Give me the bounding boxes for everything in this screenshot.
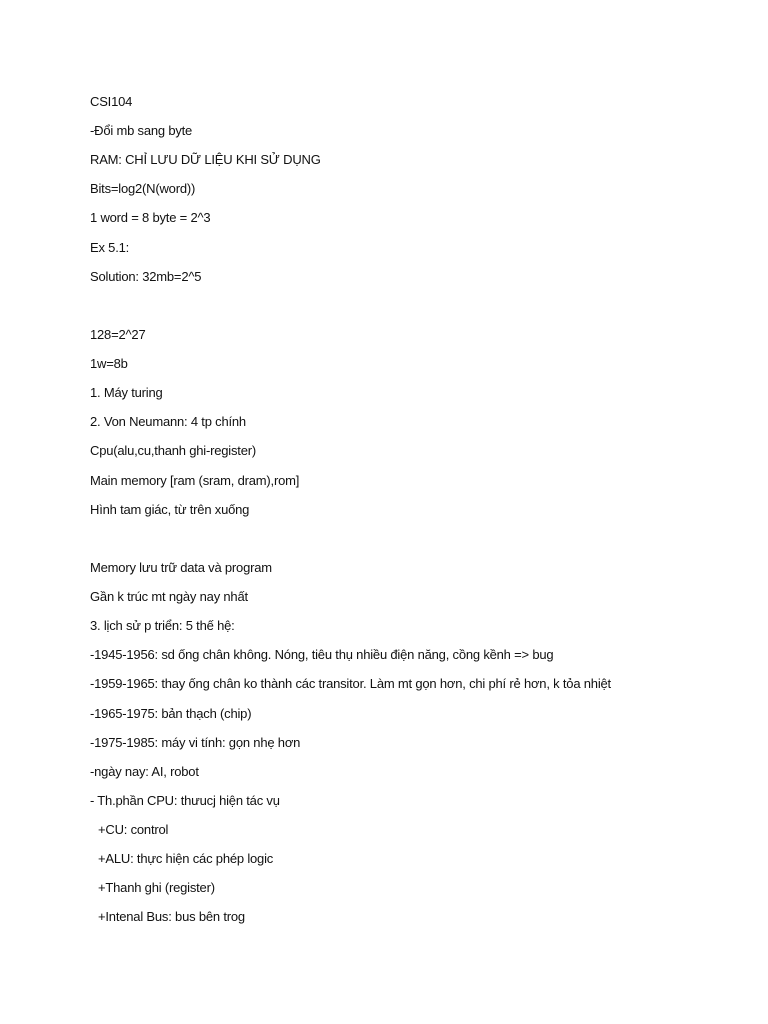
note-line: 1w=8b [90, 356, 128, 371]
note-subitem: +ALU: thực hiện các phép logic [98, 851, 274, 866]
note-line: -1945-1956: sd ống chân không. Nóng, tiêu thụ nhiều điện năng, cồng kềnh => bug [90, 647, 554, 662]
note-line: 2. Von Neumann: 4 tp chính [90, 414, 246, 429]
note-line: - Th.phần CPU: thưucj hiện tác vụ [90, 793, 280, 808]
note-line: Solution: 32mb=2^5 [90, 269, 202, 284]
note-subitem: +CU: control [98, 822, 169, 837]
note-line: Gần k trúc mt ngày nay nhất [90, 589, 248, 604]
note-line: Hình tam giác, từ trên xuống [90, 502, 250, 517]
note-line: 1 word = 8 byte = 2^3 [90, 210, 211, 225]
note-subitem: +Thanh ghi (register) [98, 880, 215, 895]
note-line: Cpu(alu,cu,thanh ghi-register) [90, 443, 256, 458]
note-line: Main memory [ram (sram, dram),rom] [90, 473, 300, 488]
note-line: Memory lưu trữ data và program [90, 560, 272, 575]
note-line: 3. lịch sử p triển: 5 thế hệ: [90, 618, 235, 633]
course-code: CSI104 [90, 94, 133, 109]
note-line: -1965-1975: bản thạch (chip) [90, 706, 252, 721]
note-line: -1975-1985: máy vi tính: gọn nhẹ hơn [90, 735, 301, 750]
note-line: 128=2^27 [90, 327, 146, 342]
note-line: Bits=log2(N(word)) [90, 181, 196, 196]
note-line: Ex 5.1: [90, 240, 130, 255]
note-line: -1959-1965: thay ống chân ko thành các transitor. Làm mt gọn hơn, chi phí rẻ hơn, k tỏa nhiệt [90, 676, 611, 691]
note-line: RAM: CHỈ LƯU DỮ LIỆU KHI SỬ DỤNG [90, 152, 321, 167]
note-subitem: +Intenal Bus: bus bên trog [98, 909, 245, 924]
note-line: -ngày nay: AI, robot [90, 764, 199, 779]
note-line: 1. Máy turing [90, 385, 163, 400]
note-line: -Đổi mb sang byte [90, 123, 193, 138]
